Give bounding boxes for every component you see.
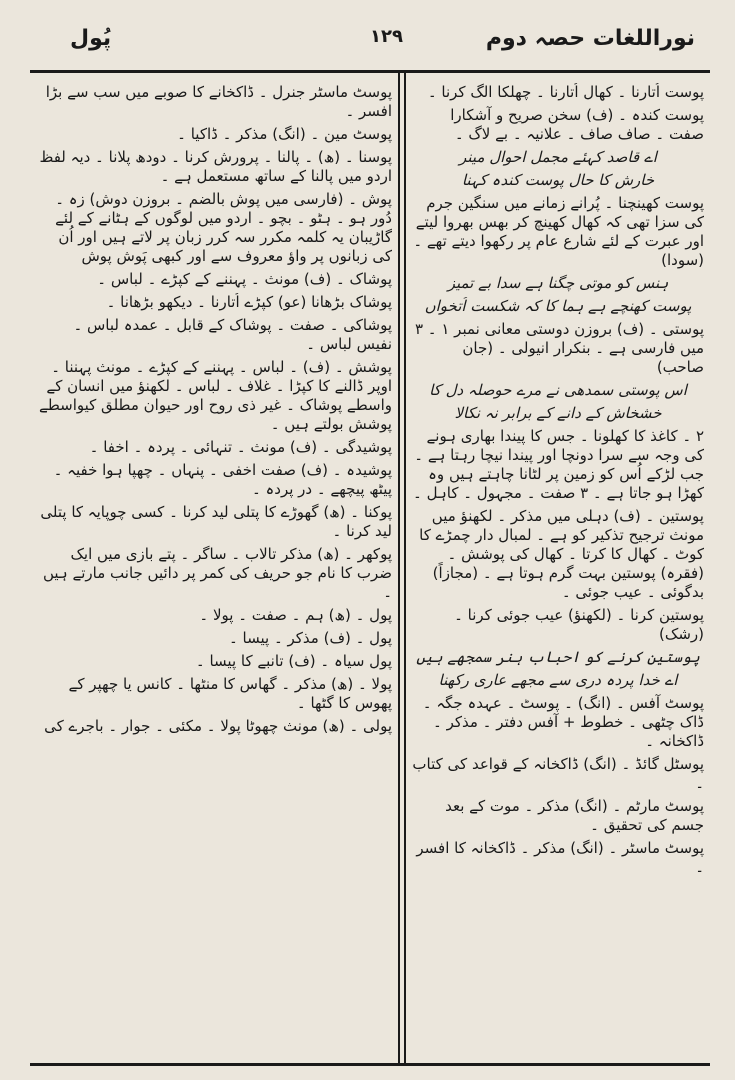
verse-line: اے قاصد کہئے مجمل احوال مینر <box>459 148 657 166</box>
column-divider <box>404 73 406 1063</box>
dictionary-entry: پوشاک ۔ (ف) مونث ۔ پہننے کے کپڑے ۔ لباس ۔ <box>97 270 392 288</box>
dictionary-entry: پوشاک بڑھانا (عو) کپڑے اُتارنا ۔ دیکھو بڑھانا ۔ <box>106 293 392 311</box>
dictionary-entry: پوسٹ ماسٹر ۔ (انگ) مذکر ۔ ڈاکخانہ کا افسر ۔ <box>416 839 704 876</box>
verse-line: خشخاش کے دانے کے برابر نہ نکالا <box>454 404 662 422</box>
dictionary-entry: پوسٹ ماسٹر جنرل ۔ ڈاکخانے کا صوبے میں سب سے بڑا افسر ۔ <box>45 83 392 120</box>
dictionary-entry: پوسٹل گائڈ ۔ (انگ) ڈاکخانہ کے قواعد کی کتاب ۔ <box>412 755 704 792</box>
dictionary-entry: پوش ۔ (فارسی میں پوش بالضم ۔ بروزن دوش) زہ ۔ دُور ہو ۔ ہٹو ۔ بچو ۔ اردو میں لوگوں کے ہٹانے کے لئے گاڑیبان یہ کلمہ مکرر سہ کرر زبان پر لاتے ہیں اور اُن کی زبانوں پر واؤ معروف سے اور کبھی پَوش پوش <box>55 190 392 265</box>
dictionary-entry: پوشیدگی ۔ (ف) مونث ۔ تنہائی ۔ پردہ ۔ اخفا ۔ <box>89 438 392 456</box>
verse-line: پوستین کرنے کو احباب ہنر سمجھے ہیں <box>416 648 700 666</box>
left-column <box>36 83 392 1053</box>
page-header <box>40 18 705 58</box>
dictionary-entry: پوسٹ آفس ۔ (انگ) ۔ پوسٹ ۔ عہدہ جگہ ۔ ڈاک چٹھی ۔ خطوط + آفس دفتر ۔ مذکر ۔ ڈاکخانہ ۔ <box>422 694 704 750</box>
verse-line: اس پوستی سمدھی نے مرے حوصلہ دل کا <box>429 381 687 399</box>
right-column <box>412 83 704 1053</box>
dictionary-entry: پوسٹ مارٹم ۔ (انگ) مذکر ۔ موت کے بعد جسم کی تحقیق ۔ <box>445 797 704 834</box>
dictionary-entry: پوست اُتارنا ۔ کھال اُتارنا ۔ چھلکا الگ کرنا ۔ <box>427 83 704 101</box>
dictionary-entry: پوستی ۔ (ف) بروزن دوستی معانی نمبر ۱ ۔ ۳ میں فارسی ہے ۔ بنکرار انیولی ۔ (جان صاحب) <box>414 320 704 376</box>
dictionary-entry: پوست کھینچنا ۔ پُرانے زمانے میں سنگین جرم کی سزا تھی کہ کھال کھینچ کر بھس بھروا لیتے اور عبرت کے لئے شارع عام پر رکھوا دیتے تھے ۔ (سودا) <box>413 194 704 269</box>
verse-line: خارش کا حال پوست کندہ کہنا <box>461 171 655 189</box>
book-title: نوراللغات حصہ دوم <box>485 26 695 51</box>
guide-word: پُول <box>70 26 112 51</box>
dictionary-entry: پوشیدہ ۔ (ف) صفت اخفی ۔ پنہاں ۔ چھپا ہوا خفیہ ۔ پیٹھ پیچھے ۔ در پردہ ۔ <box>53 461 392 498</box>
column-divider <box>398 73 400 1063</box>
dictionary-entry: پوکنا ۔ (ھ) گھوڑے کا پتلی لید کرنا ۔ کسی چوپایہ کا پتلی لید کرنا ۔ <box>40 503 392 540</box>
verse-line: ہنس کو موتی چگنا ہے سدا بے تمیز <box>447 274 669 292</box>
dictionary-entry: پوستین کرنا ۔ (لکھنؤ) عیب جوئی کرنا ۔ (رشک) <box>454 606 704 643</box>
dictionary-entry: پوشش ۔ (ف) ۔ لباس ۔ پہننے کے کپڑے ۔ مونث پہننا ۔ اوپر ڈالنے کا کپڑا ۔ غلاف ۔ لباس ۔ لکھنؤ میں انسان کے واسطے پوشاک ۔ غیر ذی روح اور حیوان مطلق کیواسطے پوشش بولتے ہیں ۔ <box>39 358 392 433</box>
page-number: ۱۲۹ <box>370 26 403 47</box>
text-frame <box>30 70 710 1066</box>
dictionary-entry: پوشاکی ۔ صفت ۔ پوشاک کے قابل ۔ عمدہ لباس ۔ نفیس لباس ۔ <box>73 316 392 353</box>
verse-line: اے خدا پردہ دری سے مجھے عاری رکھنا <box>438 671 678 689</box>
dictionary-entry: پوست کندہ ۔ (ف) سخن صریح و آشکارا صفت ۔ صاف صاف ۔ علانیہ ۔ بے لاگ ۔ <box>450 106 704 143</box>
dictionary-entry: پوسنا ۔ (ھ) ۔ پالنا ۔ پرورش کرنا ۔ دودھ پلانا ۔ دیہ لفظ اردو میں پالنا کے ساتھ مستعمل ہے ۔ <box>39 148 392 185</box>
verse-line: پوست کھنچے ہے ہما کا کہ شکست اُتخواں <box>424 297 692 315</box>
dictionary-entry: پول ۔ (ھ) ہم ۔ صفت ۔ پولا ۔ <box>199 606 392 624</box>
dictionary-entry: پول سیاہ ۔ (ف) تانبے کا پیسا ۔ <box>195 652 392 670</box>
dictionary-entry: پولی ۔ (ھ) مونث چھوٹا پولا ۔ مکئی ۔ جوار ۔ باجرے کی <box>44 717 392 735</box>
dictionary-entry: پول ۔ (ف) مذکر ۔ پیسا ۔ <box>228 629 392 647</box>
dictionary-entry: پولا ۔ (ھ) مذکر ۔ گھاس کا منٹھا ۔ کانس یا چھپر کے پھوس کا گٹھا ۔ <box>68 675 392 712</box>
dictionary-entry: پوسٹ مین ۔ (انگ) مذکر ۔ ڈاکیا ۔ <box>177 125 392 143</box>
dictionary-entry: ۲ ۔ کاغذ کا کھلونا ۔ جس کا پیندا بھاری ہونے کی وجہ سے سرا دونچا اور پیندا نیچا رہتا ہے ۔ جب لڑکے اُس کو زمین پر لٹانا چاہتے ہیں وہ کھڑا ہو جاتا ہے ۔ ۳ صفت ۔ مجہول ۔ کاہل ۔ <box>413 427 704 502</box>
dictionary-entry: پوکھر ۔ (ھ) مذکر تالاب ۔ ساگر ۔ پتے بازی میں ایک ضرب کا نام جو حریف کی کمر پر دائیں جانب مارتے ہیں ۔ <box>42 545 392 601</box>
dictionary-entry: پوستین ۔ (ف) دہلی میں مذکر ۔ لکھنؤ میں مونث ترجیح تذکیر کو ہے ۔ لمبال دار چمڑے کا کوٹ ۔ کھال کا کرتا ۔ کھال کی پوشش ۔ (فقرہ) پوستین بہت گرم ہوتا ہے ۔ (مجازاً) بدگوئی ۔ عیب جوئی ۔ <box>419 507 704 601</box>
